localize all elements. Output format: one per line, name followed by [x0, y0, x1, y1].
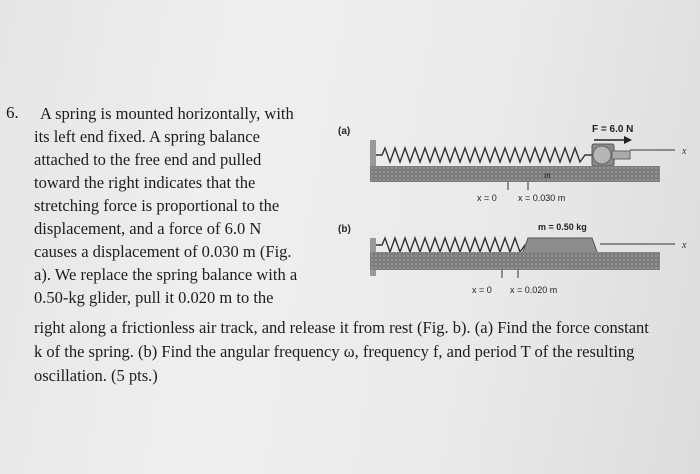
x-axis-a-label: x [682, 146, 687, 157]
mass-label-a: m [544, 170, 551, 180]
problem-line-12: oscillation. (5 pts.) [34, 366, 158, 385]
problem-line-3: attached to the free end and pulled [34, 150, 262, 169]
track-a [370, 166, 660, 182]
force-label: F = 6.0 N [592, 124, 634, 135]
problem-line-2: its left end fixed. A spring balance [34, 127, 260, 146]
problem-number: 6. [6, 103, 19, 122]
force-arrowhead [624, 136, 632, 144]
problem-line-4: toward the right indicates that the [34, 173, 256, 192]
problem-line-8: a). We replace the spring balance with a [34, 265, 298, 284]
figure-b-label: (b) [338, 224, 351, 235]
x-axis-b-label: x [682, 240, 687, 251]
problem-line-11: k of the spring. (b) Find the angular frequency ω, frequency f, and period T of the resulting [34, 342, 635, 361]
problem-line-5: stretching force is proportional to the [34, 196, 280, 215]
figure-a-label: (a) [338, 126, 351, 137]
spring-balance [593, 146, 611, 164]
problem-line-10: right along a frictionless air track, and release it from rest (Fig. b). (a) Find the force constant [34, 318, 649, 337]
spring-diagram [330, 110, 700, 310]
problem-line-7: causes a displacement of 0.030 m (Fig. [34, 242, 292, 261]
spring-a [376, 148, 592, 162]
problem-line-1: A spring is mounted horizontally, with [40, 104, 294, 123]
balance-handle [612, 151, 630, 159]
problem-line-6: displacement, and a force of 6.0 N [34, 219, 262, 238]
pos1-b: x = 0.020 m [510, 285, 558, 295]
problem-line-9: 0.50-kg glider, pull it 0.020 m to the [34, 288, 274, 307]
pos0-a: x = 0 [477, 193, 497, 203]
pos0-b: x = 0 [472, 285, 492, 295]
track-b [370, 252, 660, 270]
pos1-a: x = 0.030 m [518, 193, 566, 203]
spring-figure [330, 110, 700, 310]
mass-label-b: m = 0.50 kg [538, 222, 587, 232]
spring-b [376, 238, 530, 252]
